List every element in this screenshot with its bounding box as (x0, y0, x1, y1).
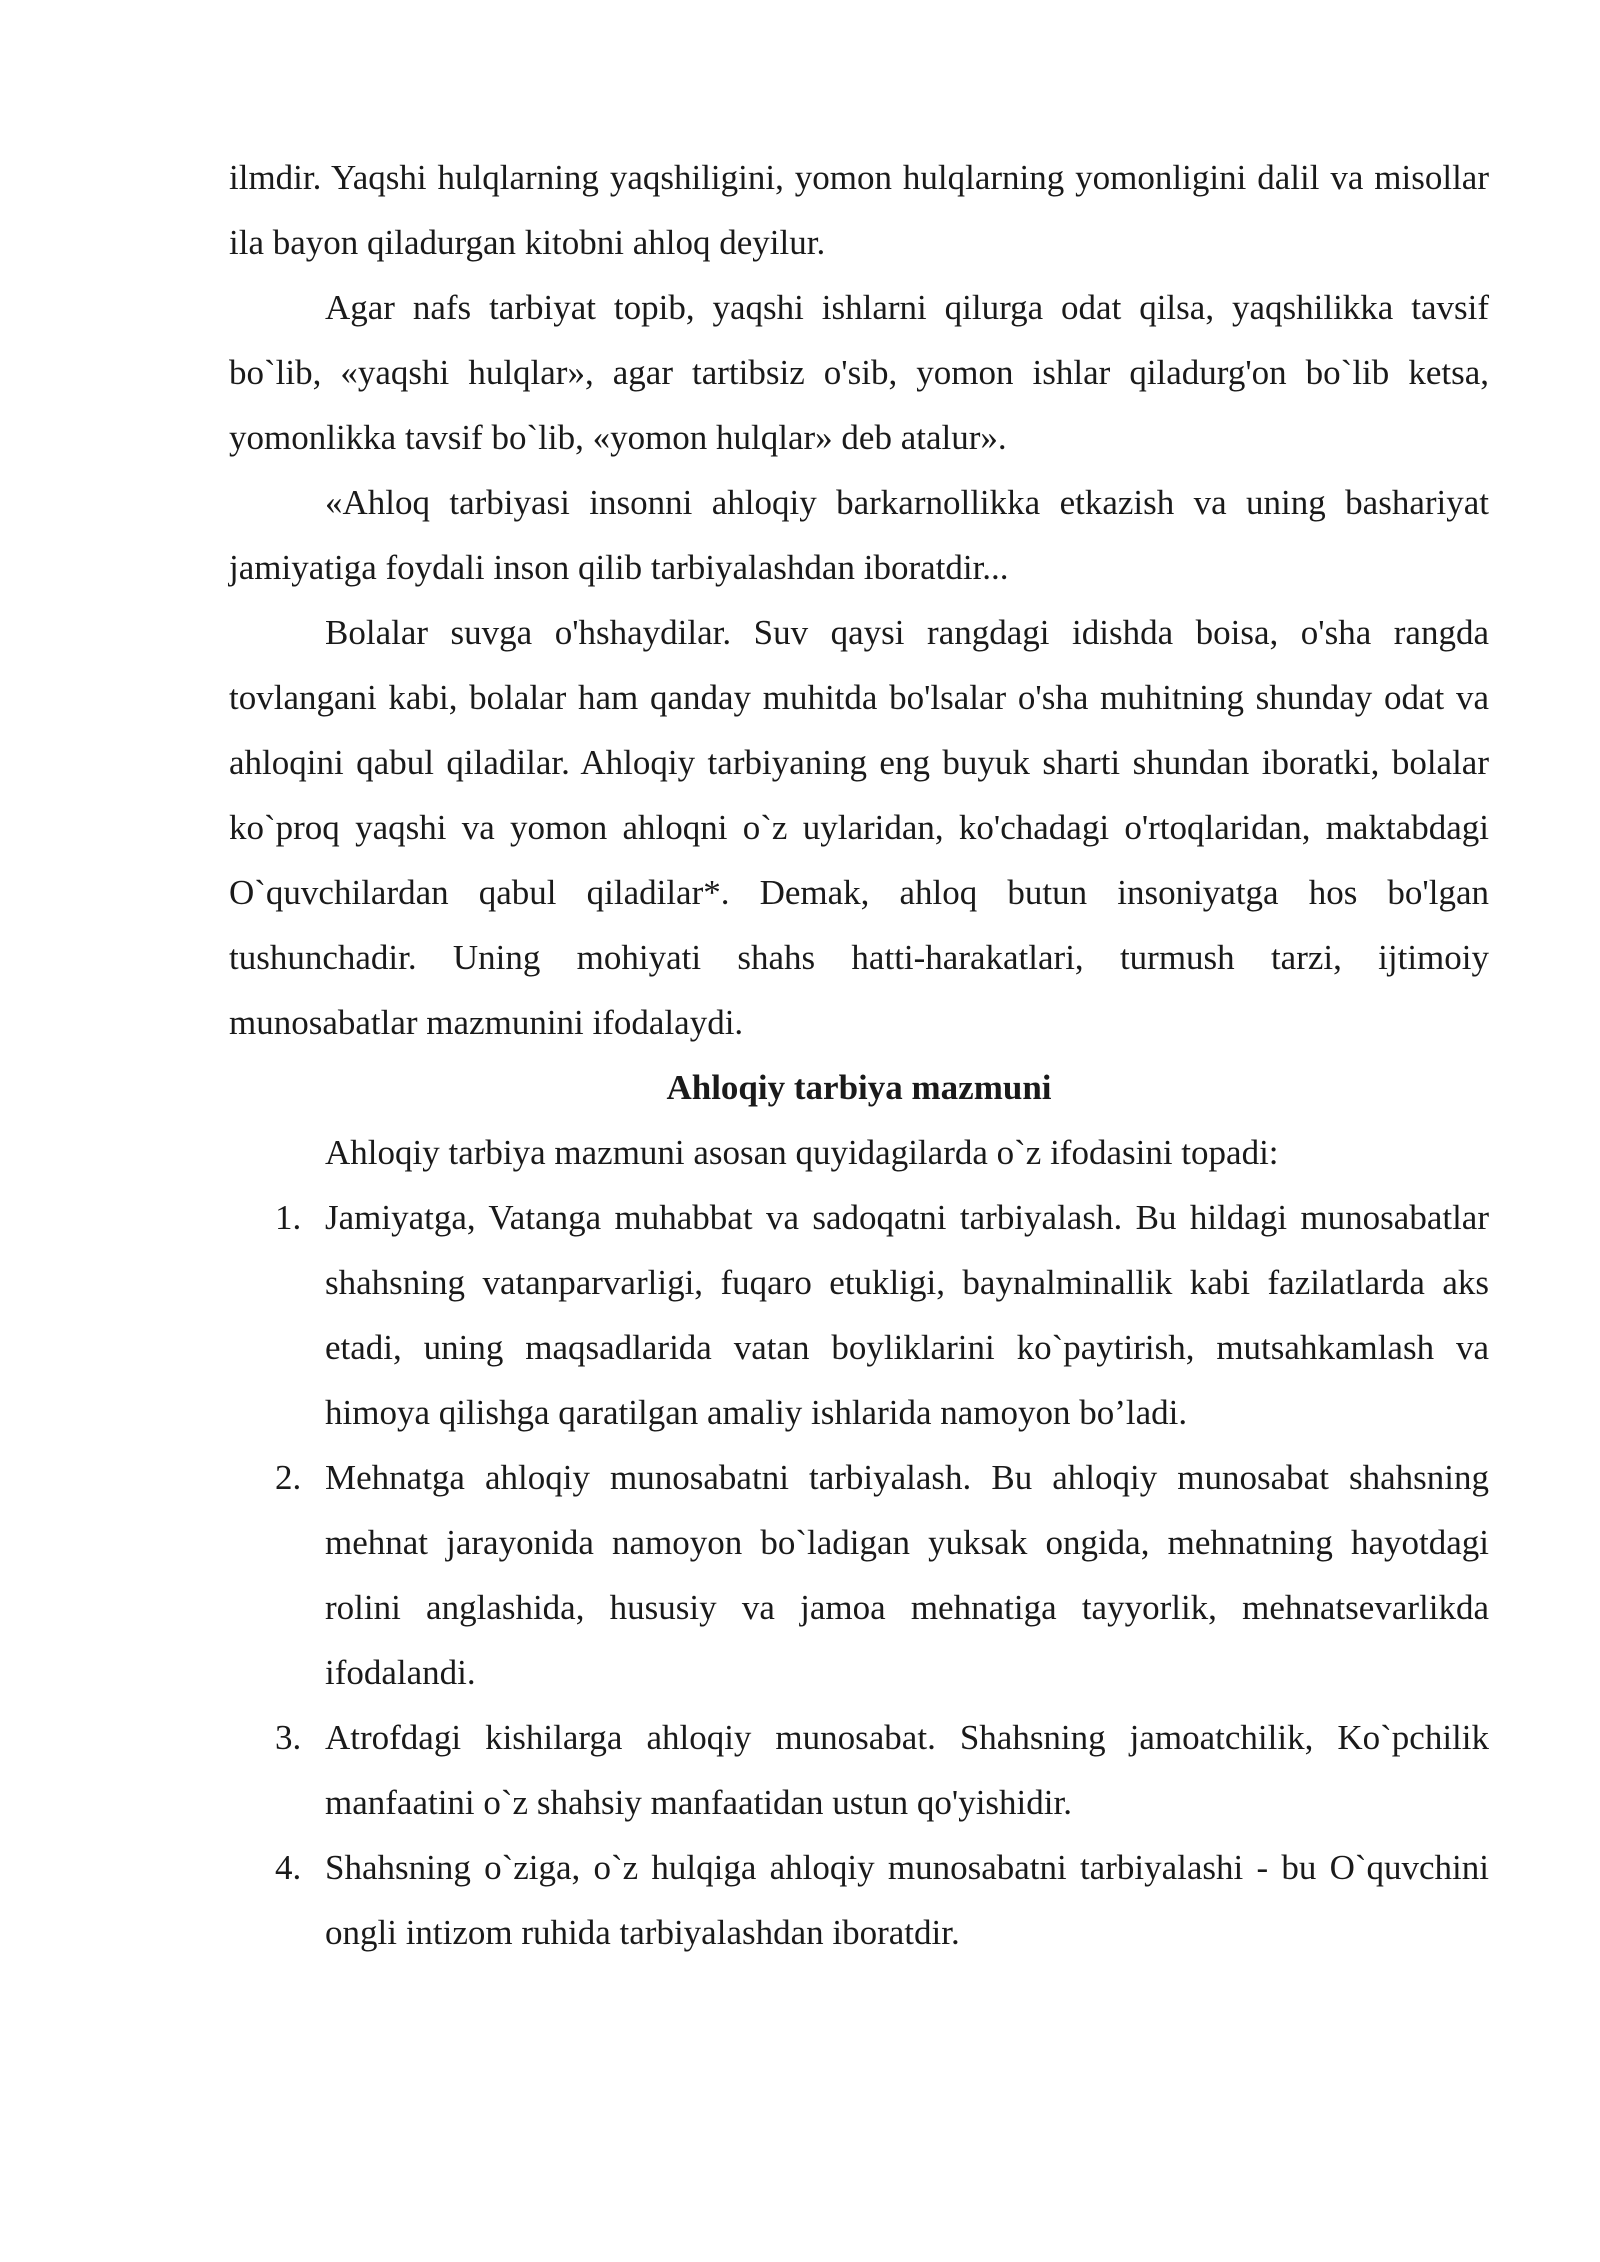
list-item-text: Atrofdagi kishilarga ahloqiy munosabat. Shahsning jamoatchilik, Ko`pchilik manfaatini o`z shahsiy manfaatidan ustun qo'yishidir. (325, 1718, 1489, 1822)
list-item (229, 1835, 1489, 1965)
document-page (229, 145, 1489, 1965)
section-intro: Ahloqiy tarbiya mazmuni asosan quyidagilarda o`z ifodasini topadi: (325, 1133, 1279, 1172)
list-item (229, 1445, 1489, 1705)
list-item-number: 4. (275, 1848, 302, 1887)
list-item-number: 2. (275, 1458, 302, 1497)
list-item (229, 1185, 1489, 1445)
list-item-text: Jamiyatga, Vatanga muhabbat va sadoqatni tarbiyalash. Bu hildagi munosabatlar shahsning vatanparvarligi, fuqaro etukligi, baynalminallik kabi fazilatlarda aks etadi, uning maqsadlarida vatan boyliklarini ko`paytirish, mutsahkamlash va himoya qilishga qaratilgan amaliy ishlarida namoyon bo’ladi. (325, 1198, 1489, 1432)
paragraph-bolalar: Bolalar suvga o'hshaydilar. Suv qaysi rangdagi idishda boisa, o'sha rangda tovlangani kabi, bolalar ham qanday muhitda bo'lsalar o'sha muhitning shunday odat va ahloqini qabul qiladilar. Ahloqiy tarbiyaning eng buyuk sharti shundan iboratki, bolalar ko`proq yaqshi va yomon ahloqni o`z uylaridan, ko'chadagi o'rtoqlaridan, maktabdagi O`quvchilardan qabul qiladilar*. Demak, ahloq butun insoniyatga hos bo'lgan tushunchadir. Uning mohiyati shahs hatti-harakatlari, turmush tarzi, ijtimoiy munosabatlar mazmunini ifodalaydi. (229, 613, 1489, 1042)
paragraph-ahloq-tarbiyasi: «Ahloq tarbiyasi insonni ahloqiy barkarnollikka etkazish va uning bashariyat jamiyatiga foydali inson qilib tarbiyalashdan iboratdir... (229, 483, 1489, 587)
list-item-text: Shahsning o`ziga, o`z hulqiga ahloqiy munosabatni tarbiyalashi - bu O`quvchini ongli intizom ruhida tarbiyalashdan iboratdir. (325, 1848, 1489, 1952)
paragraph-nafs: Agar nafs tarbiyat topib, yaqshi ishlarni qilurga odat qilsa, yaqshilikka tavsif bo`lib, «yaqshi hulqlar», agar tartibsiz o'sib, yomon ishlar qiladurg'on bo`lib ketsa, yomonlikka tavsif bo`lib, «yomon hulqlar» deb atalur». (229, 288, 1489, 457)
list-item-number: 3. (275, 1718, 302, 1757)
list-item (229, 1705, 1489, 1835)
list-item-text: Mehnatga ahloqiy munosabatni tarbiyalash. Bu ahloqiy munosabat shahsning mehnat jarayonida namoyon bo`ladigan yuksak ongida, mehnatning hayotdagi rolini anglashida, hususiy va jamoa mehnatiga tayyorlik, mehnatsevarlikda ifodalandi. (325, 1458, 1489, 1692)
section-heading: Ahloqiy tarbiya mazmuni (666, 1068, 1052, 1107)
content-list (229, 1185, 1489, 1965)
paragraph-continuation: ilmdir. Yaqshi hulqlarning yaqshiligini, yomon hulqlarning yomonligini dalil va misollar ila bayon qiladurgan kitobni ahloq deyilur. (229, 158, 1489, 262)
list-item-number: 1. (275, 1198, 302, 1237)
